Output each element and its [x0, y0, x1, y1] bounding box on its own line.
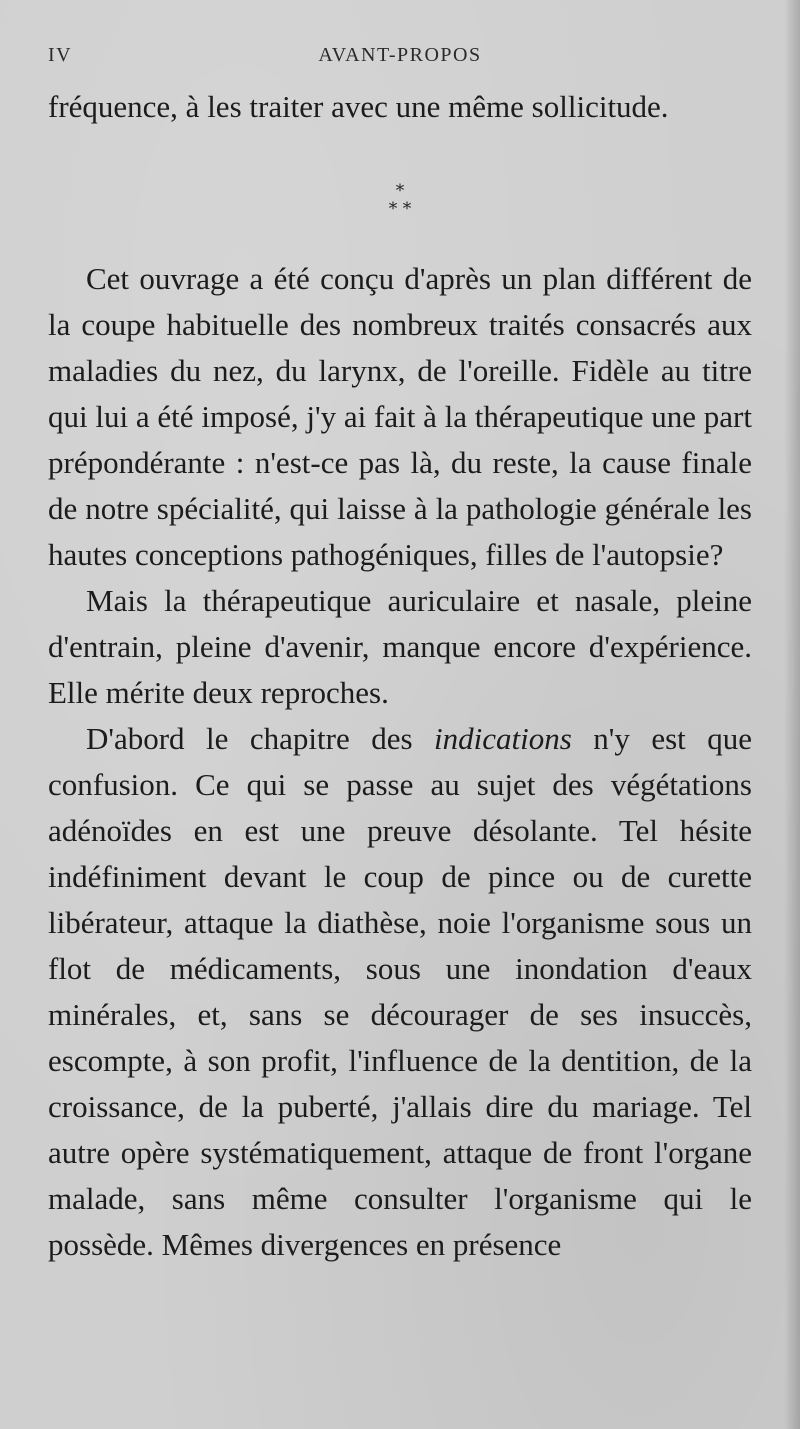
page-number: IV [48, 44, 73, 66]
continued-text [48, 84, 752, 130]
separator-asterisks-bottom: * * [388, 199, 412, 219]
section-separator [0, 182, 800, 218]
paragraph [48, 256, 752, 578]
text-run: Mais la thérapeutique auriculaire et nasale, pleine d'entrain, pleine d'avenir, manque encore d'expérience. Elle mérite deux reproches. [48, 583, 752, 710]
italic-term: indications [434, 721, 572, 756]
running-header [48, 44, 752, 74]
text-run: Cet ouvrage a été conçu d'après un plan différent de la coupe habituelle des nombreux traités consacrés aux maladies du nez, du larynx, de l'oreille. Fidèle au titre qui lui a été imposé, j'y ai fait à la thérapeutique une part prépondérante : n'est-ce pas là, du reste, la cause finale de notre spécialité, qui laisse à la pathologie générale les hautes conceptions pathogéniques, filles de l'autopsie? [48, 261, 752, 572]
continued-paragraph: fréquence, à les traiter avec une même sollicitude. [48, 89, 669, 124]
paragraph [48, 716, 752, 1268]
separator-asterisk-top: * [395, 181, 405, 201]
text-run: D'abord le chapitre des [86, 721, 434, 756]
running-title: AVANT-PROPOS [318, 44, 482, 66]
text-run: n'y est que confusion. Ce qui se passe au sujet des végétations adénoïdes en est une preuve désolante. Tel hésite indéfiniment devant le coup de pince ou de curette libérateur, attaque la diathèse, noie l'organisme sous un flot de médicaments, sous une inondation d'eaux minérales, et, sans se décourager de ses insuccès, escompte, à son profit, l'influence de la dentition, de la croissance, de la puberté, j'allais dire du mariage. Tel autre opère systématiquement, attaque de front l'organe malade, sans même consulter l'organisme qui le possède. Mêmes divergences en présence [48, 721, 753, 1262]
paragraph [48, 578, 752, 716]
body-text [48, 256, 752, 1268]
